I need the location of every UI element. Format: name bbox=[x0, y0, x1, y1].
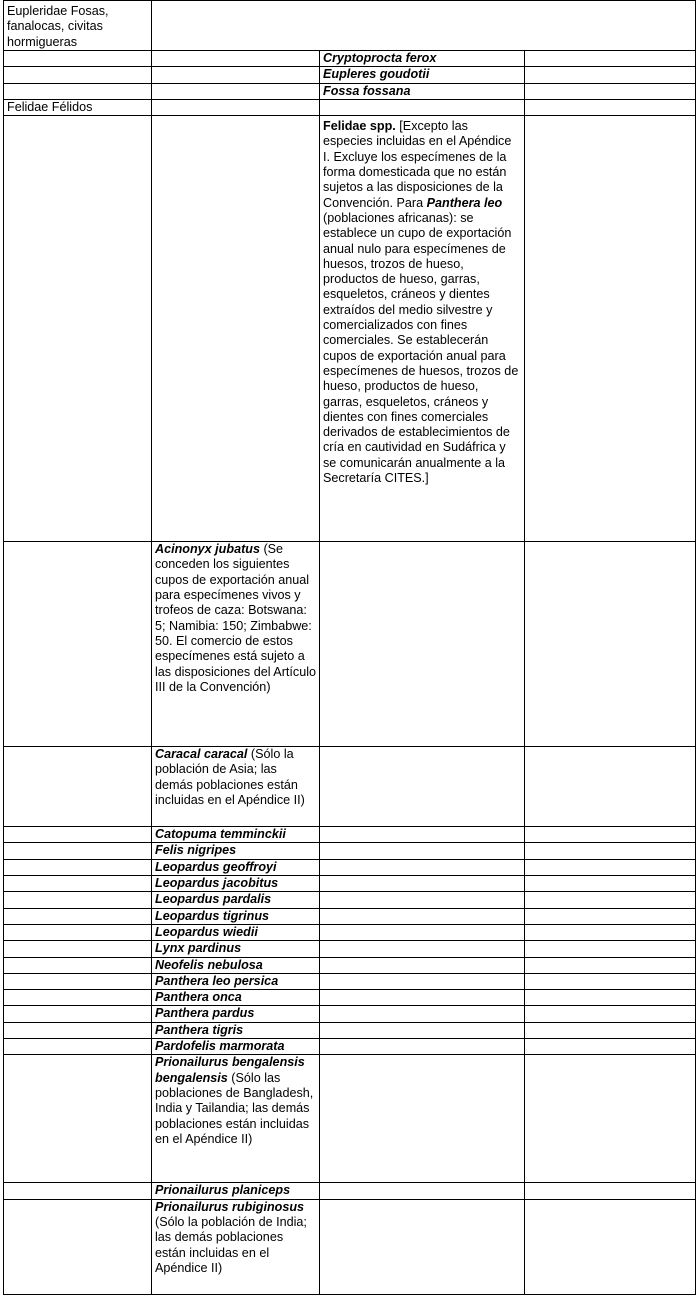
empty-cell bbox=[152, 1, 696, 51]
table-row bbox=[4, 973, 696, 989]
table-row bbox=[4, 116, 696, 542]
table-row bbox=[4, 941, 696, 957]
empty-cell bbox=[320, 1039, 525, 1055]
empty-cell bbox=[4, 1199, 152, 1294]
species-note: (Sólo la población de Asia; las demás poblaciones están incluidas en el Apéndice II) bbox=[155, 747, 305, 808]
species-cell bbox=[152, 747, 320, 827]
species-cell: Leopardus geoffroyi bbox=[152, 859, 320, 875]
empty-cell bbox=[4, 116, 152, 542]
empty-cell bbox=[152, 51, 320, 67]
table-row bbox=[4, 1183, 696, 1199]
empty-cell bbox=[525, 1199, 696, 1294]
empty-cell bbox=[525, 747, 696, 827]
empty-cell bbox=[4, 941, 152, 957]
empty-cell bbox=[525, 83, 696, 99]
empty-cell bbox=[525, 876, 696, 892]
cites-appendix-table bbox=[3, 0, 696, 1295]
empty-cell bbox=[4, 1183, 152, 1199]
species-name: Acinonyx jubatus bbox=[155, 542, 260, 557]
table-row bbox=[4, 957, 696, 973]
empty-cell bbox=[4, 1006, 152, 1022]
empty-cell bbox=[4, 51, 152, 67]
empty-cell bbox=[320, 1006, 525, 1022]
empty-cell bbox=[320, 973, 525, 989]
empty-cell bbox=[525, 924, 696, 940]
table-row bbox=[4, 859, 696, 875]
species-cell: Leopardus jacobitus bbox=[152, 876, 320, 892]
empty-cell bbox=[525, 1055, 696, 1183]
species-cell bbox=[152, 1199, 320, 1294]
empty-cell bbox=[320, 859, 525, 875]
empty-cell bbox=[525, 51, 696, 67]
empty-cell bbox=[4, 1039, 152, 1055]
empty-cell bbox=[4, 892, 152, 908]
family-cell: Felidae Félidos bbox=[4, 99, 152, 115]
species-cell: Panthera pardus bbox=[152, 1006, 320, 1022]
table-row bbox=[4, 747, 696, 827]
empty-cell bbox=[152, 99, 320, 115]
empty-cell bbox=[320, 957, 525, 973]
empty-cell bbox=[525, 1022, 696, 1038]
empty-cell bbox=[152, 116, 320, 542]
empty-cell bbox=[320, 892, 525, 908]
table-row bbox=[4, 908, 696, 924]
empty-cell bbox=[320, 924, 525, 940]
species-cell: Eupleres goudotii bbox=[320, 67, 525, 83]
empty-cell bbox=[4, 1055, 152, 1183]
empty-cell bbox=[525, 67, 696, 83]
table-row bbox=[4, 99, 696, 115]
species-name: Caracal caracal bbox=[155, 747, 248, 762]
empty-cell bbox=[152, 67, 320, 83]
table-row bbox=[4, 1199, 696, 1294]
empty-cell bbox=[525, 892, 696, 908]
table-row bbox=[4, 1055, 696, 1183]
species-name: Prionailurus rubiginosus bbox=[155, 1199, 305, 1214]
table-row bbox=[4, 1039, 696, 1055]
empty-cell bbox=[320, 747, 525, 827]
empty-cell bbox=[525, 957, 696, 973]
species-cell: Cryptoprocta ferox bbox=[320, 51, 525, 67]
species-cell: Leopardus tigrinus bbox=[152, 908, 320, 924]
empty-cell bbox=[4, 747, 152, 827]
species-note: (Sólo las poblaciones de Bangladesh, India y Tailandia; las demás poblaciones están incluidas en el Apéndice II) bbox=[155, 1070, 314, 1146]
table-row bbox=[4, 83, 696, 99]
species-cell: Leopardus wiedii bbox=[152, 924, 320, 940]
species-note: (Sólo la población de India; las demás poblaciones están incluidas en el Apéndice II) bbox=[155, 1214, 307, 1275]
empty-cell bbox=[320, 908, 525, 924]
empty-cell bbox=[152, 83, 320, 99]
empty-cell bbox=[320, 990, 525, 1006]
species-cell: Catopuma temminckii bbox=[152, 827, 320, 843]
empty-cell bbox=[525, 542, 696, 747]
empty-cell bbox=[4, 83, 152, 99]
empty-cell bbox=[525, 1039, 696, 1055]
empty-cell bbox=[4, 973, 152, 989]
empty-cell bbox=[4, 843, 152, 859]
felidae-spp-cell bbox=[320, 116, 525, 542]
species-cell: Neofelis nebulosa bbox=[152, 957, 320, 973]
empty-cell bbox=[525, 827, 696, 843]
species-cell: Felis nigripes bbox=[152, 843, 320, 859]
empty-cell bbox=[320, 1199, 525, 1294]
empty-cell bbox=[320, 1183, 525, 1199]
species-note: (Se conceden los siguientes cupos de exportación anual para especímenes vivos y trofeos de caza: Botswana: 5; Namibia: 150; Zimbabwe: 50. El comercio de estos especímenes está sujeto a las disposiciones del Artículo III de la Convención) bbox=[155, 542, 317, 694]
species-cell: Fossa fossana bbox=[320, 83, 525, 99]
empty-cell bbox=[525, 99, 696, 115]
species-cell: Panthera tigris bbox=[152, 1022, 320, 1038]
empty-cell bbox=[4, 957, 152, 973]
species-cell bbox=[152, 1055, 320, 1183]
empty-cell bbox=[525, 1183, 696, 1199]
species-note: [Excepto las especies incluidas en el Apéndice I. Excluye los especímenes de la forma domesticada que no están sujetos a las disposiciones de la Convención. Para bbox=[323, 119, 512, 210]
table-row bbox=[4, 990, 696, 1006]
empty-cell bbox=[4, 908, 152, 924]
family-cell: Eupleridae Fosas, fanalocas, civitas hormigueras bbox=[4, 1, 152, 51]
empty-cell bbox=[4, 827, 152, 843]
empty-cell bbox=[4, 924, 152, 940]
table-row bbox=[4, 67, 696, 83]
species-cell: Prionailurus planiceps bbox=[152, 1183, 320, 1199]
species-cell: Panthera onca bbox=[152, 990, 320, 1006]
species-name: Felidae spp. bbox=[323, 119, 396, 134]
empty-cell bbox=[4, 1022, 152, 1038]
species-cell: Lynx pardinus bbox=[152, 941, 320, 957]
table-row bbox=[4, 1006, 696, 1022]
table-row bbox=[4, 827, 696, 843]
species-name: Prionailurus bengalensis bengalensis bbox=[155, 1055, 305, 1085]
table-row bbox=[4, 51, 696, 67]
empty-cell bbox=[4, 67, 152, 83]
empty-cell bbox=[320, 1055, 525, 1183]
empty-cell bbox=[320, 99, 525, 115]
empty-cell bbox=[320, 843, 525, 859]
empty-cell bbox=[4, 876, 152, 892]
empty-cell bbox=[320, 941, 525, 957]
table-row bbox=[4, 892, 696, 908]
empty-cell bbox=[525, 1006, 696, 1022]
empty-cell bbox=[320, 827, 525, 843]
table-row bbox=[4, 1022, 696, 1038]
empty-cell bbox=[525, 843, 696, 859]
empty-cell bbox=[525, 859, 696, 875]
empty-cell bbox=[525, 973, 696, 989]
empty-cell bbox=[4, 542, 152, 747]
table-row bbox=[4, 542, 696, 747]
empty-cell bbox=[525, 941, 696, 957]
species-cell: Panthera leo persica bbox=[152, 973, 320, 989]
table-row bbox=[4, 1, 696, 51]
empty-cell bbox=[320, 542, 525, 747]
empty-cell bbox=[525, 116, 696, 542]
species-note: (poblaciones africanas): se establece un cupo de exportación anual nulo para especímenes de huesos, trozos de hueso, productos de hueso, garras, esqueletos, cráneos y dientes extraídos del medio silvestre y comercializados con fines comerciales. Se establecerán cupos de exportación anual para especímenes de huesos, trozos de hueso, productos de hueso, garras, esqueletos, cráneos y dientes con fines comerciales derivados de establecimientos de cría en cautividad en Sudáfrica y se comunicarán anualmente a la Secretaría CITES.] bbox=[323, 210, 519, 486]
species-cell: Pardofelis marmorata bbox=[152, 1039, 320, 1055]
empty-cell bbox=[525, 990, 696, 1006]
empty-cell bbox=[320, 876, 525, 892]
table-row bbox=[4, 924, 696, 940]
empty-cell bbox=[4, 990, 152, 1006]
species-cell bbox=[152, 542, 320, 747]
empty-cell bbox=[320, 1022, 525, 1038]
table-row bbox=[4, 843, 696, 859]
species-cell: Leopardus pardalis bbox=[152, 892, 320, 908]
species-name: Panthera leo bbox=[426, 195, 503, 210]
empty-cell bbox=[4, 859, 152, 875]
table-row bbox=[4, 876, 696, 892]
empty-cell bbox=[525, 908, 696, 924]
